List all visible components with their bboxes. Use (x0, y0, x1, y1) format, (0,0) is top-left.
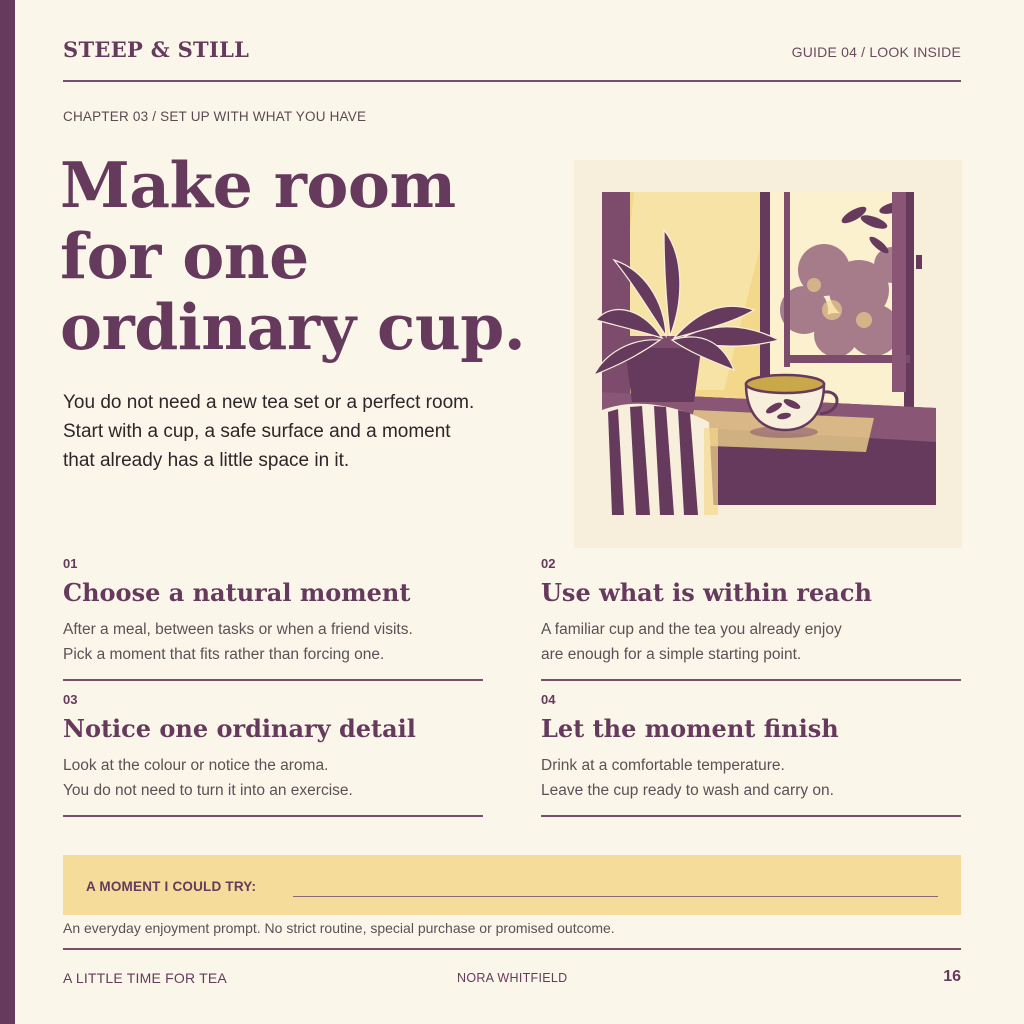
moment-write-in-line[interactable] (293, 896, 938, 897)
step-description (541, 618, 961, 667)
moment-prompt-box (63, 855, 961, 915)
step-number: 02 (541, 556, 556, 571)
step-title: Notice one ordinary detail (63, 714, 416, 743)
page-headline (60, 150, 580, 363)
step-text-line: Drink at a comfortable temperature. (541, 757, 785, 774)
step-title: Choose a natural moment (63, 578, 411, 607)
brand-title: STEEP & STILL (63, 37, 250, 62)
headline-line: Make room (60, 148, 456, 222)
step-card (63, 556, 483, 681)
step-text-line: After a meal, between tasks or when a friend visits. (63, 621, 413, 638)
step-card (541, 556, 961, 681)
author-name: NORA WHITFIELD (457, 971, 568, 985)
intro-paragraph (63, 388, 523, 475)
book-title: A LITTLE TIME FOR TEA (63, 970, 227, 986)
step-title: Use what is within reach (541, 578, 872, 607)
window-sill-tea-plant-illustration (574, 160, 962, 548)
step-text-line: Look at the colour or notice the aroma. (63, 757, 329, 774)
intro-line: that already has a little space in it. (63, 450, 350, 471)
step-number: 01 (63, 556, 78, 571)
step-description (63, 618, 483, 667)
step-text-line: A familiar cup and the tea you already enjoy (541, 621, 842, 638)
step-text-line: Pick a moment that fits rather than forcing one. (63, 645, 385, 663)
step-description (63, 754, 483, 803)
step-description (541, 754, 961, 803)
intro-line: Start with a cup, a safe surface and a moment (63, 421, 451, 442)
header-divider (63, 80, 961, 82)
page-number: 16 (943, 968, 961, 985)
chapter-label: CHAPTER 03 / SET UP WITH WHAT YOU HAVE (63, 109, 367, 124)
moment-prompt-label: A MOMENT I COULD TRY: (86, 879, 257, 894)
step-number: 03 (63, 692, 78, 707)
step-card (63, 692, 483, 817)
headline-line: ordinary cup. (60, 290, 526, 364)
footer-divider (63, 948, 961, 950)
step-card (541, 692, 961, 817)
intro-line: You do not need a new tea set or a perfect room. (63, 392, 475, 413)
step-text-line: You do not need to turn it into an exercise. (63, 781, 353, 799)
guide-label: GUIDE 04 / LOOK INSIDE (791, 44, 961, 60)
headline-line: for one (60, 219, 309, 293)
step-text-line: are enough for a simple starting point. (541, 645, 802, 663)
prompt-disclaimer: An everyday enjoyment prompt. No strict routine, special purchase or promised outcome. (63, 920, 615, 936)
step-title: Let the moment finish (541, 714, 839, 743)
step-number: 04 (541, 692, 556, 707)
page-spine (0, 0, 15, 1024)
step-text-line: Leave the cup ready to wash and carry on. (541, 781, 834, 799)
